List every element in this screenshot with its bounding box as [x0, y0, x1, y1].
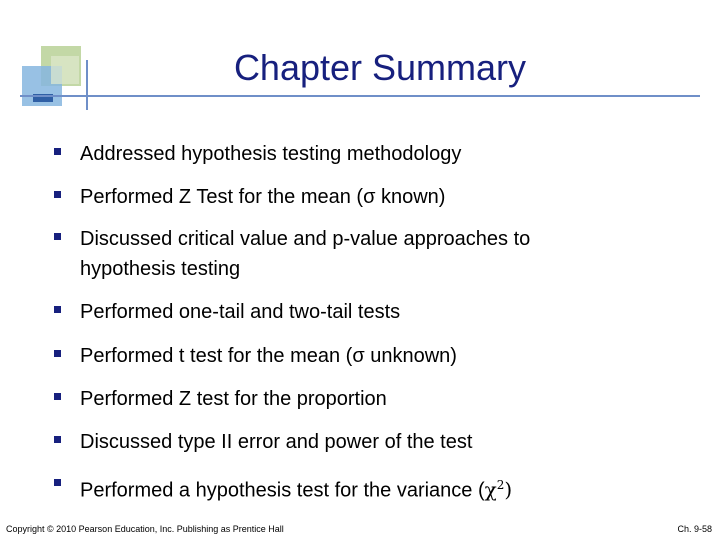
bullet-text-continuation: hypothesis testing — [80, 258, 241, 280]
bullet-marker — [54, 393, 61, 400]
title-divider-line — [20, 95, 700, 97]
bullet-marker — [54, 350, 61, 357]
closing-paren: ) — [504, 477, 513, 502]
bullet-text: Performed a hypothesis test for the variance ( — [80, 479, 485, 502]
bullet-text: Discussed critical value and p-value approaches to — [80, 228, 531, 250]
bullet-marker — [54, 436, 61, 443]
bullet-marker — [54, 191, 61, 198]
decorative-vertical-line — [86, 60, 88, 110]
chi-symbol: χ — [484, 477, 497, 502]
copyright-footer: Copyright © 2010 Pearson Education, Inc. Publishing as Prentice Hall — [6, 524, 284, 534]
bullet-marker — [54, 148, 61, 155]
bullet-marker — [54, 306, 61, 313]
chi-superscript: 2 — [496, 478, 505, 492]
bullet-text: Performed t test for the mean (σ unknown) — [80, 345, 457, 367]
bullet-marker — [54, 479, 61, 486]
bullet-text: Performed one-tail and two-tail tests — [80, 301, 401, 323]
bullet-marker — [54, 233, 61, 240]
bullet-text: Performed Z Test for the mean (σ known) — [80, 186, 446, 208]
bullet-text: Discussed type II error and power of the test — [80, 431, 473, 453]
slide-number: Ch. 9-58 — [677, 524, 712, 534]
decorative-square-light — [51, 56, 79, 84]
slide-title: Chapter Summary — [233, 47, 527, 88]
bullet-text: Performed Z test for the proportion — [80, 388, 387, 410]
bullet-text: Addressed hypothesis testing methodology — [80, 143, 462, 165]
bullet-text-variance — [80, 470, 660, 506]
